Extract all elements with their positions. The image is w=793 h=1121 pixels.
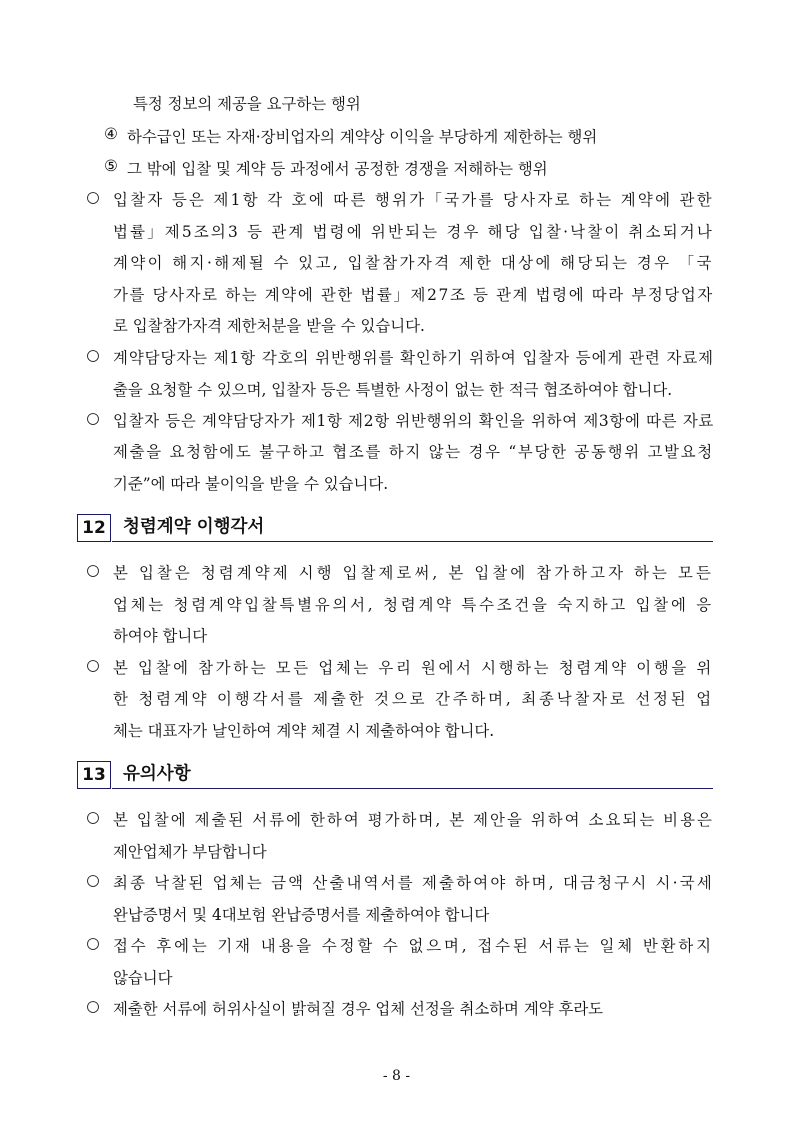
- paragraph-line: 계약담당자는 제1항 각호의 위반행위를 확인하기 위하여 입찰자 등에게 관련 자료제: [113, 349, 714, 367]
- paragraph-line: 제안업체가 부담합니다: [113, 843, 267, 861]
- item-text: 그 밖에 입찰 및 계약 등 과정에서 공정한 경쟁을 저해하는 행위: [127, 160, 548, 178]
- continued-text: 특정 정보의 제공을 요구하는 행위: [133, 95, 361, 113]
- bullet-circle: ○: [86, 997, 100, 1015]
- bullet-circle: ○: [86, 409, 100, 427]
- bullet-circle: ○: [86, 934, 100, 952]
- paragraph-line: 업체는 청렴계약입찰특별유의서, 청렴계약 특수조건을 숙지하고 입찰에 응: [113, 596, 714, 614]
- paragraph-line: 않습니다: [113, 969, 173, 987]
- paragraph-line: 계약이 해지·해제될 수 있고, 입찰참가자격 제한 대상에 해당되는 경우 「국: [113, 254, 714, 272]
- paragraph-line: 본 입찰에 제출된 서류에 한하여 평가하며, 본 제안을 위하여 소요되는 비용은: [113, 811, 714, 829]
- section-heading-13: [77, 761, 713, 789]
- paragraph-line: 로 입찰참가자격 제한처분을 받을 수 있습니다.: [113, 317, 425, 335]
- bullet-circle: ○: [86, 808, 100, 826]
- paragraph-line: 입찰자 등은 계약담당자가 제1항 제2항 위반행위의 확인을 위하여 제3항에 따른 자료: [113, 412, 714, 430]
- bullet-circle: ○: [86, 561, 100, 579]
- section-heading-12: [77, 514, 713, 542]
- bullet-circle: ○: [86, 871, 100, 889]
- heading-rule: [112, 788, 713, 789]
- section-number: 12: [77, 514, 111, 542]
- paragraph-line: 한 청렴계약 이행각서를 제출한 것으로 간주하며, 최종낙찰자로 선정된 업: [113, 690, 714, 708]
- paragraph-line: 본 입찰은 청렴계약제 시행 입찰제로써, 본 입찰에 참가하고자 하는 모든: [113, 564, 714, 582]
- paragraph-line: 최종 낙찰된 업체는 금액 산출내역서를 제출하여야 하며, 대금청구시 시·국세: [113, 874, 714, 892]
- paragraph-line: 법률」제5조의3 등 관계 법령에 위반되는 경우 해당 입찰·낙찰이 취소되거나: [113, 223, 714, 241]
- paragraph-line: 출을 요청할 수 있으며, 입찰자 등은 특별한 사정이 없는 한 적극 협조하여야 합니다.: [113, 381, 673, 399]
- paragraph-line: 제출한 서류에 허위사실이 밝혀질 경우 업체 선정을 취소하며 계약 후라도: [113, 1000, 604, 1018]
- section-number: 13: [77, 761, 111, 789]
- section-title: 유의사항: [123, 764, 191, 784]
- paragraph-line: 입찰자 등은 제1항 각 호에 따른 행위가「국가를 당사자로 하는 계약에 관한: [113, 191, 714, 209]
- heading-rule: [112, 541, 713, 542]
- item-mark: ⑤: [104, 157, 118, 175]
- paragraph-line: 기준”에 따라 불이익을 받을 수 있습니다.: [113, 475, 389, 493]
- bullet-circle: ○: [86, 656, 100, 674]
- paragraph-line: 가를 당사자로 하는 계약에 관한 법률」제27조 등 관계 법령에 따라 부정당업자: [113, 286, 714, 304]
- paragraph-line: 체는 대표자가 날인하여 계약 체결 시 제출하여야 합니다.: [113, 722, 495, 740]
- paragraph-line: 접수 후에는 기재 내용을 수정할 수 없으며, 접수된 서류는 일체 반환하지: [113, 937, 714, 955]
- paragraph-line: 제출을 요청함에도 불구하고 협조를 하지 않는 경우 “부당한 공동행위 고발요청: [113, 443, 714, 461]
- bullet-circle: ○: [86, 188, 100, 206]
- bullet-circle: ○: [86, 346, 100, 364]
- paragraph-line: 하여야 합니다: [113, 627, 208, 645]
- paragraph-line: 본 입찰에 참가하는 모든 업체는 우리 원에서 시행하는 청렴계약 이행을 위: [113, 659, 714, 677]
- item-mark: ④: [104, 125, 118, 143]
- item-text: 하수급인 또는 자재·장비업자의 계약상 이익을 부당하게 제한하는 행위: [127, 128, 598, 146]
- section-title: 청렴계약 이행각서: [123, 517, 265, 537]
- paragraph-line: 완납증명서 및 4대보험 완납증명서를 제출하여야 합니다: [113, 906, 490, 924]
- page-number: - 8 -: [382, 1068, 411, 1084]
